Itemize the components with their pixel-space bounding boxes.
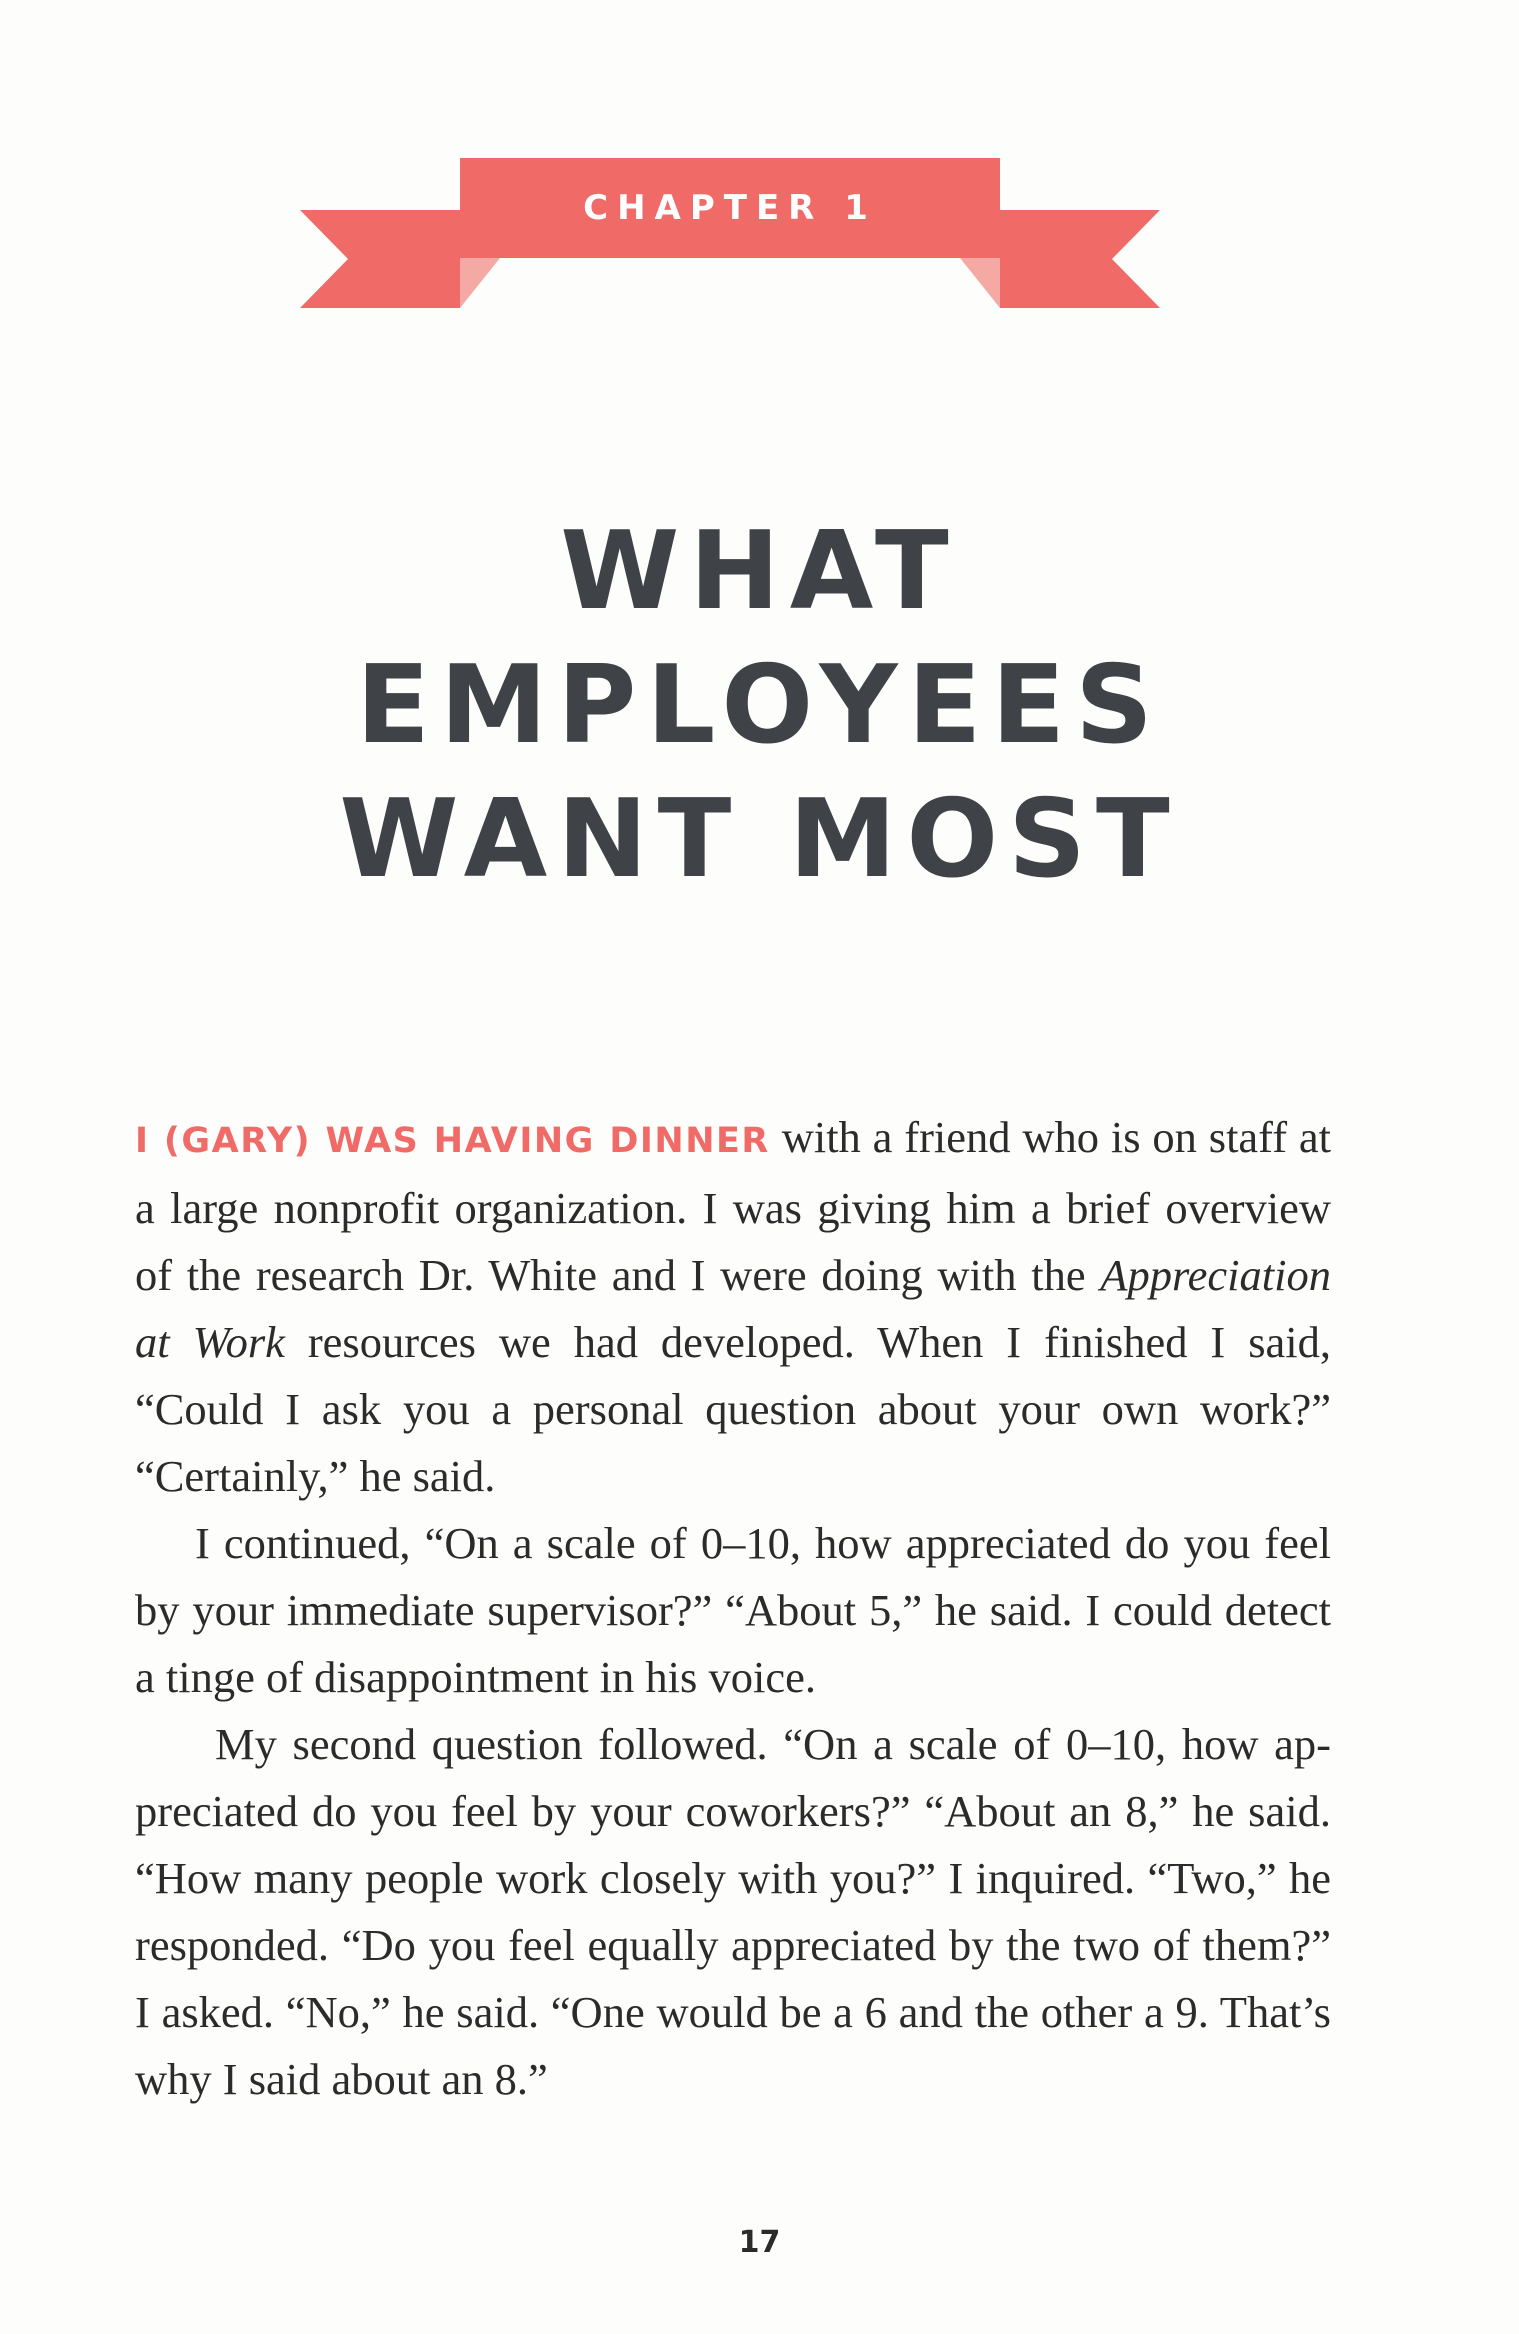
p2-line-1: I continued, “On a scale of 0–10, how appreciated do you feel xyxy=(195,1518,1331,1568)
title-line-2: EMPLOYEES xyxy=(356,643,1163,768)
p3-line-6: why I said about an 8.” xyxy=(135,2054,548,2104)
title-line-3: WANT MOST xyxy=(339,777,1180,902)
p1-line-4: at Work resources we had developed. When I finished I said, xyxy=(135,1317,1331,1367)
paragraph-3 xyxy=(135,1711,1331,2113)
p3-line-4: responded. “Do you feel equally appreciated by the two of them?” xyxy=(135,1920,1331,1970)
page-number: 17 xyxy=(738,2225,781,2260)
p3-line-2: preciated do you feel by your coworkers?” “About an 8,” he said. xyxy=(135,1786,1331,1836)
p1-line-5: “Could I ask you a personal question about your own work?” xyxy=(135,1384,1331,1434)
p2-line-2: by your immediate supervisor?” “About 5,” he said. I could detect xyxy=(135,1585,1331,1635)
p1-line-1: I (GARY) WAS HAVING DINNER with a friend who is on staff at xyxy=(135,1112,1331,1162)
p3-line-1: My second question followed. “On a scale of 0–10, how ap- xyxy=(215,1719,1331,1769)
chapter-title xyxy=(0,505,1519,907)
title-line-1: WHAT xyxy=(560,509,959,634)
p3-line-3: “How many people work closely with you?” I inquired. “Two,” he xyxy=(135,1853,1331,1903)
lead-in-text: I (GARY) WAS HAVING DINNER xyxy=(135,1121,770,1161)
body-text xyxy=(135,1104,1331,2113)
italic-title-part-2: at Work xyxy=(135,1317,285,1367)
p1-line-6: “Certainly,” he said. xyxy=(135,1451,496,1501)
p3-line-5: I asked. “No,” he said. “One would be a 6 and the other a 9. That’s xyxy=(135,1987,1331,2037)
paragraph-2 xyxy=(135,1510,1331,1711)
chapter-label: CHAPTER 1 xyxy=(583,188,877,228)
p1-line-2: a large nonprofit organization. I was giving him a brief overview xyxy=(135,1183,1331,1233)
paragraph-1 xyxy=(135,1104,1331,1510)
p1-line-3: of the research Dr. White and I were doing with the Appreciation xyxy=(135,1250,1331,1300)
p2-line-3: a tinge of disappointment in his voice. xyxy=(135,1652,816,1702)
chapter-banner xyxy=(300,158,1160,313)
italic-title-part-1: Appreciation xyxy=(1100,1250,1331,1300)
